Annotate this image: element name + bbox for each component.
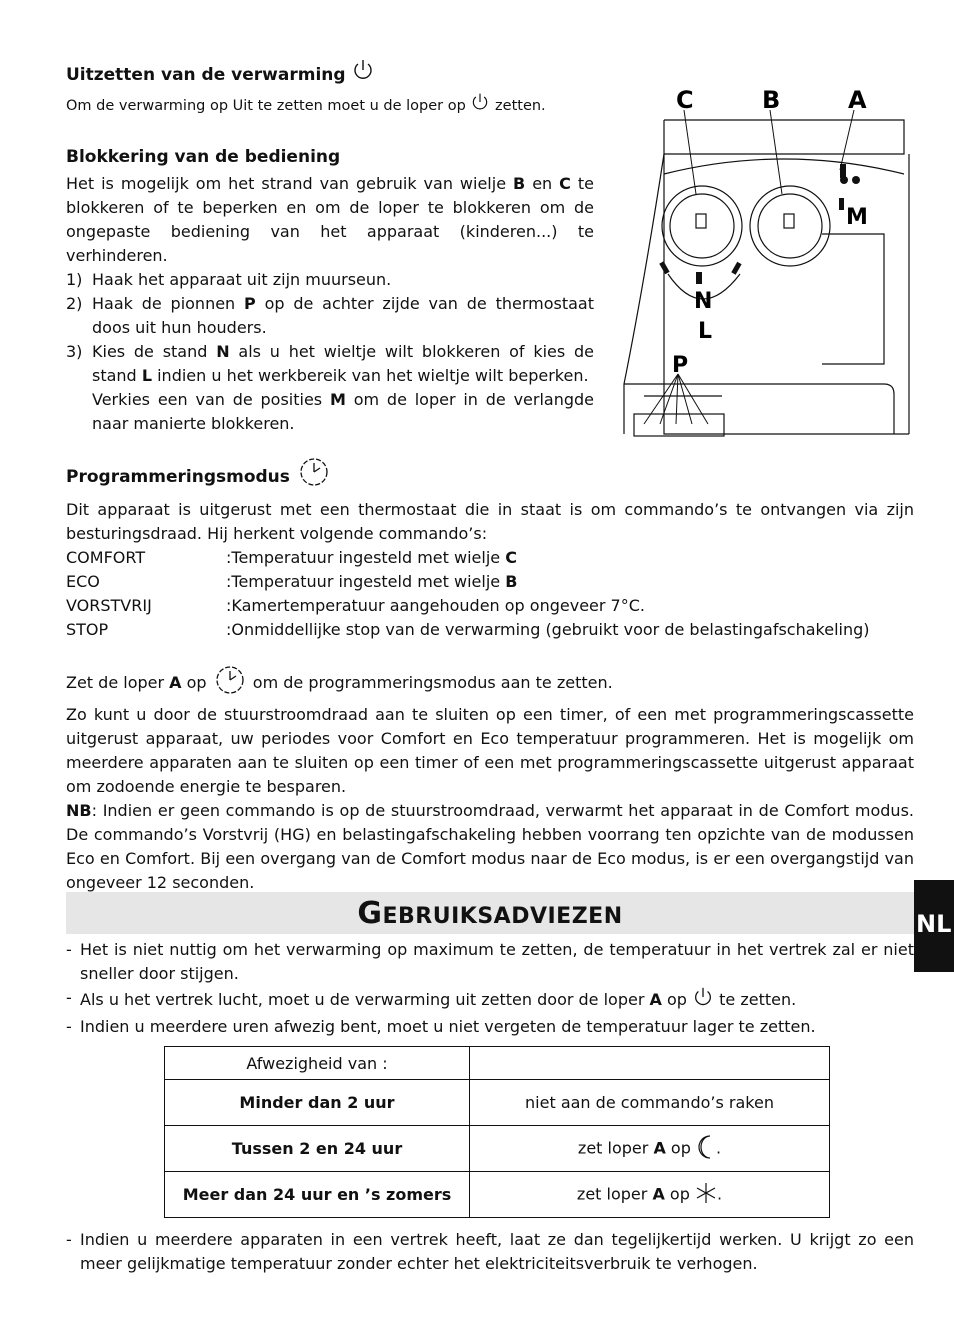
off-heading: Uitzetten van de verwarming <box>66 65 346 85</box>
clock-icon <box>296 456 332 498</box>
lock-heading: Blokkering van de bediening <box>66 147 341 167</box>
lock-section <box>66 142 594 436</box>
label-l: L <box>698 319 713 344</box>
off-text: Om de verwarming op Uit te zetten moet u de loper op <box>66 98 466 114</box>
prog-nb: NB: Indien er geen commando is op de stuurstroomdraad, verwarmt het apparaat in de Comfort modus. De commando’s Vorstvrij (HG) en belastingafschakeling hebben voorrang ten opzichte van de modussen Eco en Comfort. Bij een overgang van de Comfort modus naar de Eco modus, is er een overgangstijd van ongeveer 12 seconden. <box>66 801 914 892</box>
prog-para2: Zo kunt u door de stuurstroomdraad aan te sluiten op een timer, of een met programmeringscassette uitgerust apparaat, uw periodes voor Comfort en Eco temperatuur programmeren. Het is mogelijk om meerdere apparaten aan te sluiten op een timer of een met programmeringscassette uitgerust apparaat om zodoende energie te besparen. <box>66 705 914 796</box>
list-item: COMFORT :Temperatuur ingesteld met wielje C <box>66 548 517 567</box>
section-bar <box>66 892 914 934</box>
label-p: P <box>672 353 689 378</box>
label-m: M <box>846 205 868 230</box>
lock-intro: Het is mogelijk om het strand van gebruik van wielje B en C te blokkeren of te beperken en om de loper te blokkeren om de ongepaste bediening van het apparaat (kinderen...) te verhinderen. <box>66 174 594 265</box>
label-n: N <box>694 289 713 314</box>
thermostat-diagram <box>604 84 914 454</box>
off-text-end: zetten. <box>495 98 546 114</box>
absence-table <box>164 1046 830 1218</box>
list-item: STOP :Onmiddellijke stop van de verwarming (gebruikt voor de belastingafschakeling) <box>66 620 870 639</box>
list-item: - Als u het vertrek lucht, moet u de verwarming uit zetten door de loper A op te zetten. <box>66 986 914 1015</box>
power-icon <box>351 58 375 92</box>
label-b: B <box>762 86 781 114</box>
list-item: - Het is niet nuttig om het verwarming op maximum te zetten, de temperatuur in het vertrek zal er niet sneller door stijgen. <box>66 940 914 983</box>
moon-icon <box>696 1134 716 1164</box>
prog-heading: Programmeringsmodus <box>66 467 290 487</box>
section-title: GEBRUIKSADVIEZEN <box>357 896 623 931</box>
list-item: ECO :Temperatuur ingesteld met wielje B <box>66 572 518 591</box>
clock-icon <box>212 664 248 703</box>
power-icon <box>470 92 490 120</box>
list-item: - Indien u meerdere uren afwezig bent, moet u niet vergeten de temperatuur lager te zetten. <box>66 1017 816 1036</box>
table-row: Meer dan 24 uur en ’s zomers zet loper A op . <box>165 1172 830 1218</box>
table-row: Tussen 2 en 24 uur zet loper A op . <box>165 1126 830 1172</box>
command-list <box>66 546 914 642</box>
list-item: VORSTVRIJ :Kamertemperatuur aangehouden op ongeveer 7°C. <box>66 596 645 615</box>
table-header: Afwezigheid van : <box>165 1047 470 1080</box>
list-item: - Indien u meerdere apparaten in een vertrek heeft, laat ze dan tegelijkertijd werken. U krijgt zo een meer gelijkmatige temperatuur zonder echter het elektriciteitsverbruik te verhogen. <box>66 1230 914 1273</box>
label-c: C <box>676 86 694 114</box>
list-item: 1) Haak het apparaat uit zijn muurseun. <box>66 270 392 289</box>
table-row: Minder dan 2 uur niet aan de commando’s raken <box>165 1080 830 1126</box>
prog-intro: Dit apparaat is uitgerust met een thermostaat die in staat is om commando’s te ontvangen via zijn besturingsdraad. Hij herkent volgende commando’s: <box>66 500 914 543</box>
advice-list-bottom <box>66 1228 914 1276</box>
prog-section <box>66 456 914 895</box>
table-row <box>165 1047 830 1080</box>
list-item: 3) Kies de stand N als u het wieltje wilt blokkeren of kies de stand L indien u het werkbereik van het wieltje wilt beperken. Verkies een van de posities M om de loper in de verlangde naar manierte blokkeren. <box>66 342 595 433</box>
power-icon <box>692 986 714 1015</box>
snowflake-icon <box>695 1182 717 1208</box>
list-item: 2) Haak de pionnen P op de achter zijde van de thermostaat doos uit hun houders. <box>66 294 595 337</box>
language-tab: NL <box>914 880 954 972</box>
label-a: A <box>848 86 867 114</box>
lock-steps <box>66 268 594 436</box>
advice-list <box>66 938 914 1039</box>
prog-set: Zet de loper A op om de programmeringsmodus aan te zetten. <box>66 664 914 703</box>
